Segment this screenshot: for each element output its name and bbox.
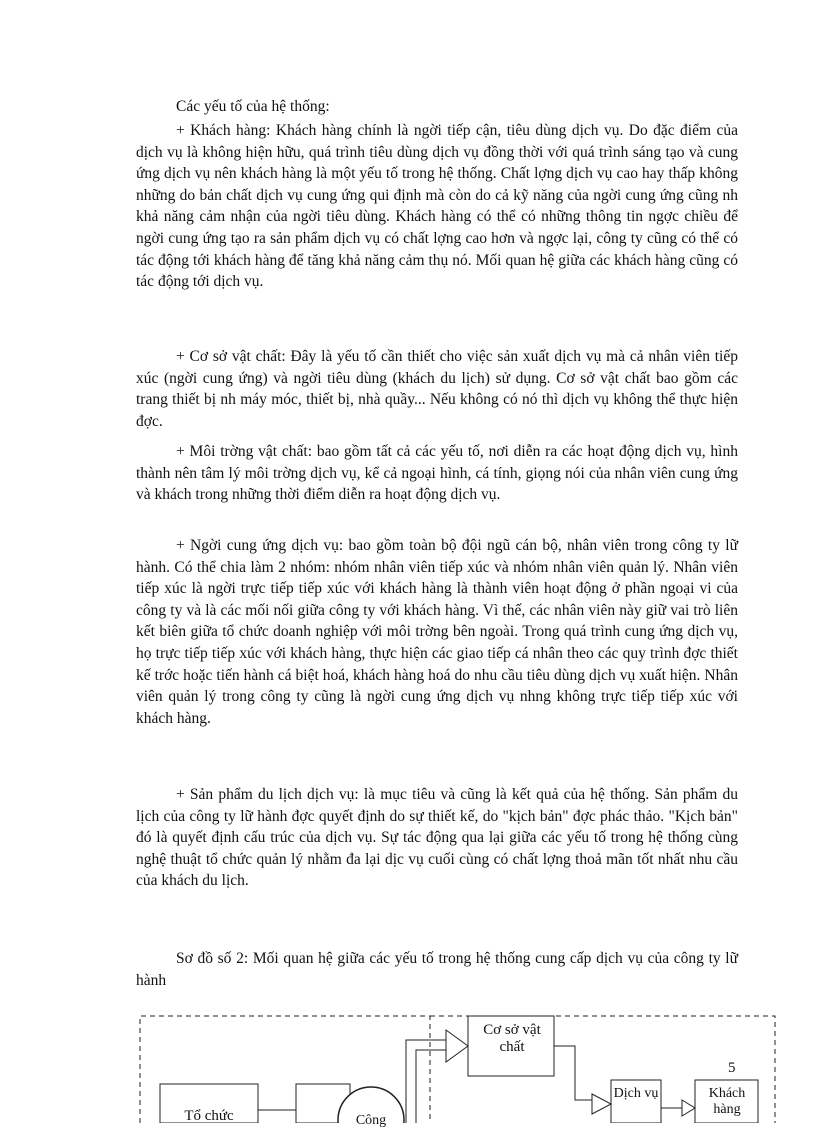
cong-label: Công <box>355 1113 387 1128</box>
paragraph-san-pham: + Sản phẩm du lịch dịch vụ: là mục tiêu và cũng là kết quả của hệ thống. Sản phẩm du lịch của công ty lữ hành đợc quyết định do sự thiết kế, do "kịch bản" đợc phác thảo. "Kịch bản" đó là quyết định cấu trúc của dịch vụ. Sự tác động qua lại giữa các yếu tố trong hệ thống cùng nghệ thuật tổ chức quản lý nhằm đa lại dịc vụ cuối cùng có chất lợng thoả mãn tốt nhất nhu cầu của khách du lịch. <box>136 786 738 890</box>
arrow-to-khach <box>682 1100 695 1116</box>
dich-vu-label: Dịch vụ <box>613 1086 659 1101</box>
paragraph-co-so-vat-chat: + Cơ sở vật chất: Đây là yếu tố cần thiết cho việc sản xuất dịch vụ mà cả nhân viên tiếp xúc (ngời cung ứng) và ngời tiêu dùng (khách du lịch) sử dụng. Cơ sở vật chất bao gồm các trang thiết bị nh máy móc, thiết bị, nhà quầy... Nếu không có nó thì dịch vụ không thể thực hiện đợc. <box>136 348 738 430</box>
paragraph-khach-hang: + Khách hàng: Khách hàng chính là ngời tiếp cận, tiêu dùng dịch vụ. Do đặc điểm của dịch vụ là không hiện hữu, quá trình tiêu dùng dịch vụ đồng thời với quá trình sáng tạo và cung ứng dịch vụ nên khách hàng là một yếu tố trong hệ thống. Chất lợng dịch vụ cao hay thấp không những do bản chất dịch vụ cung ứng qui định mà còn do cả kỹ năng của ngời cung ứng cũng nh khả năng cảm nhận của ngời tiêu dùng. Khách hàng có thể có những thông tin ngợc chiều để ngời cung ứng tạo ra sản phẩm dịch vụ có chất lợng cao hơn và ngợc lại, công ty cũng có thể có tác động tới khách hàng để tăng khả năng cảm thụ nó. Mối quan hệ giữa các khách hàng cũng có tác động tới dịch vụ. <box>136 122 738 291</box>
connector-co-so-dich-vu <box>554 1046 592 1100</box>
to-chuc-label: Tổ chức <box>184 1108 234 1124</box>
khach-hang-label: Khách hàng <box>708 1086 746 1117</box>
diagram-caption: Sơ đồ số 2: Mối quan hệ giữa các yếu tố trong hệ thống cung cấp dịch vụ của công ty lữ hành <box>136 950 738 989</box>
co-so-vat-chat-label: Cơ sở vật chất <box>483 1022 541 1055</box>
arrow-to-co-so <box>446 1030 468 1062</box>
section-heading: Các yếu tố của hệ thống: <box>176 98 330 115</box>
paragraph-moi-truong: + Môi trờng vật chất: bao gồm tất cả các yếu tố, nơi diễn ra các hoạt động dịch vụ, hình thành nên tâm lý môi trờng dịch vụ, kể cả ngoại hình, cá tính, giọng nói của nhân viên cung ứng và khách trong những thời điểm diễn ra hoạt động dịch vụ. <box>136 443 738 504</box>
paragraph-nguoi-cung-ung: + Ngời cung ứng dịch vụ: bao gồm toàn bộ đội ngũ cán bộ, nhân viên trong công ty lữ hành. Có thể chia làm 2 nhóm: nhóm nhân viên tiếp xúc và nhóm nhân viên quản lý. Nhân viên tiếp xúc là ngời trực tiếp tiếp xúc với khách hàng là thành viên hoạt động ở phần ngoại vi của công ty và là các mối nối giữa công ty với khách hàng. Vì thế, các nhân viên này giữ vai trò liên kết biên giữa tổ chức doanh nghiệp với môi trờng bên ngoài. Trong quá trình cung ứng dịch vụ, họ trực tiếp tiếp xúc với khách hàng, thực hiện các giao tiếp cá nhân theo các quy trình đợc thiết kế trớc hoặc tiến hành cá biệt hoá, khách hàng hoá do nhu cầu tiêu dùng dịch vụ xuất hiện. Nhân viên quản lý trong công ty cũng là ngời cung ứng dịch vụ nhng không trực tiếp tiếp xúc với khách hàng. <box>136 537 738 727</box>
connector-lines <box>406 1040 446 1123</box>
arrow-to-dich-vu <box>592 1094 611 1114</box>
page-number: 5 <box>728 1060 736 1076</box>
